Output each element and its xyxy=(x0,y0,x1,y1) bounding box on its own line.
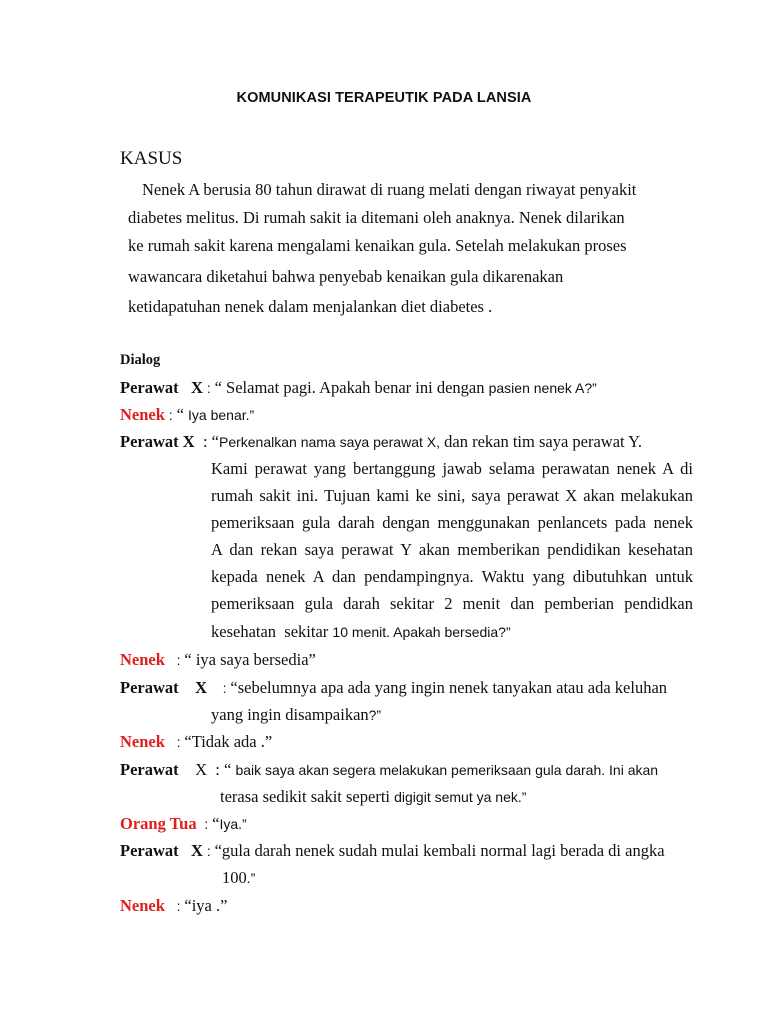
speaker-separator: : xyxy=(164,898,185,914)
dialog-text: dan rekan tim saya perawat Y. xyxy=(440,432,643,451)
dialog-line xyxy=(120,650,316,670)
dialog-text: 100 xyxy=(222,868,247,887)
dialog-text: “ xyxy=(211,432,219,451)
dialog-text: “Tidak ada .” xyxy=(184,732,273,751)
speaker-nenek: Nenek xyxy=(120,405,165,424)
case-paragraph-line: ketidapatuhan nenek dalam menjalankan diet diabetes . xyxy=(128,297,493,316)
document-title: KOMUNIKASI TERAPEUTIK PADA LANSIA xyxy=(236,90,532,106)
dialog-text: “iya .” xyxy=(184,896,228,915)
dialog-line xyxy=(120,405,254,425)
speaker-separator: : xyxy=(202,843,215,859)
speaker-perawat: Perawat X xyxy=(120,678,208,697)
speaker-perawat: Perawat xyxy=(120,760,179,779)
dialog-text: .” xyxy=(246,870,256,886)
dialog-continuation: pemeriksaan gula darah sekitar 2 menit dan pemberian pendidkan xyxy=(211,594,693,613)
speaker-separator: : xyxy=(196,816,213,832)
dialog-text: “gula darah nenek sudah mulai kembali normal lagi berada di angka xyxy=(214,841,665,860)
dialog-text: ?” xyxy=(368,707,382,723)
dialog-text: terasa sedikit sakit seperti xyxy=(220,787,395,806)
dialog-text: “sebelumnya apa ada yang ingin nenek tanyakan atau ada keluhan xyxy=(230,678,668,697)
dialog-line xyxy=(120,378,597,398)
dialog-text: 10 menit. Apakah bersedia?” xyxy=(332,624,511,640)
dialog-continuation xyxy=(222,868,255,888)
dialog-text: “ xyxy=(176,405,189,424)
dialog-line xyxy=(120,841,665,861)
speaker-separator: : xyxy=(164,734,185,750)
dialog-continuation: A dan rekan saya perawat Y akan memberikan pendidikan kesehatan xyxy=(211,540,693,559)
speaker-separator: : xyxy=(194,432,212,451)
dialog-text: “ xyxy=(224,760,236,779)
dialog-line xyxy=(120,432,642,452)
speaker-nenek: Nenek xyxy=(120,650,165,669)
dialog-line xyxy=(120,814,247,834)
dialog-text: “ xyxy=(212,814,220,833)
case-paragraph-line: Nenek A berusia 80 tahun dirawat di ruang melati dengan riwayat penyakit xyxy=(142,180,637,199)
dialog-text: Iya.” xyxy=(219,816,247,832)
speaker-orang-tua: Orang Tua xyxy=(120,814,197,833)
dialog-line xyxy=(120,678,667,698)
dialog-text: kesehatan sekitar xyxy=(211,622,333,641)
case-paragraph-line: ke rumah sakit karena mengalami kenaikan gula. Setelah melakukan proses xyxy=(128,236,627,255)
speaker-nenek: Nenek xyxy=(120,896,165,915)
dialog-continuation: pemeriksaan gula darah dengan menggunakan penlancets pada nenek xyxy=(211,513,693,532)
dialog-line xyxy=(120,732,272,752)
dialog-continuation xyxy=(211,705,381,725)
dialog-text: “ iya saya bersedia” xyxy=(184,650,316,669)
case-paragraph-line: diabetes melitus. Di rumah sakit ia ditemani oleh anaknya. Nenek dilarikan xyxy=(128,208,625,227)
speaker-separator: X : xyxy=(178,760,225,779)
dialog-text: Perkenalkan nama saya perawat X, xyxy=(218,434,440,450)
dialog-text: yang ingin disampaikan xyxy=(211,705,369,724)
dialog-line xyxy=(120,760,658,780)
dialog-text: “ Selamat pagi. Apakah benar ini dengan xyxy=(214,378,489,397)
dialog-continuation xyxy=(220,787,526,807)
kasus-heading: KASUS xyxy=(120,148,183,169)
dialog-line xyxy=(120,896,227,916)
dialog-text: baik saya akan segera melakukan pemeriksaan gula darah. Ini akan xyxy=(235,762,659,778)
dialog-continuation: kepada nenek A dan pendampingnya. Waktu yang dibutuhkan untuk xyxy=(211,567,693,586)
dialog-continuation: Kami perawat yang bertanggung jawab selama perawatan nenek A di xyxy=(211,459,693,478)
speaker-separator: : xyxy=(164,652,185,668)
dialog-heading: Dialog xyxy=(120,352,161,368)
speaker-perawat: Perawat X xyxy=(120,378,203,397)
dialog-text: pasien nenek A?” xyxy=(488,380,597,396)
speaker-separator: : xyxy=(164,407,177,423)
speaker-separator: : xyxy=(202,380,215,396)
speaker-perawat: Perawat X xyxy=(120,432,195,451)
speaker-perawat: Perawat X xyxy=(120,841,203,860)
speaker-nenek: Nenek xyxy=(120,732,165,751)
dialog-text: Iya benar.” xyxy=(188,407,255,423)
dialog-continuation xyxy=(211,622,511,642)
dialog-text: digigit semut ya nek.” xyxy=(394,789,527,805)
speaker-separator: : xyxy=(207,680,231,696)
case-paragraph-line: wawancara diketahui bahwa penyebab kenaikan gula dikarenakan xyxy=(128,267,564,286)
dialog-continuation: rumah sakit ini. Tujuan kami ke sini, saya perawat X akan melakukan xyxy=(211,486,693,505)
